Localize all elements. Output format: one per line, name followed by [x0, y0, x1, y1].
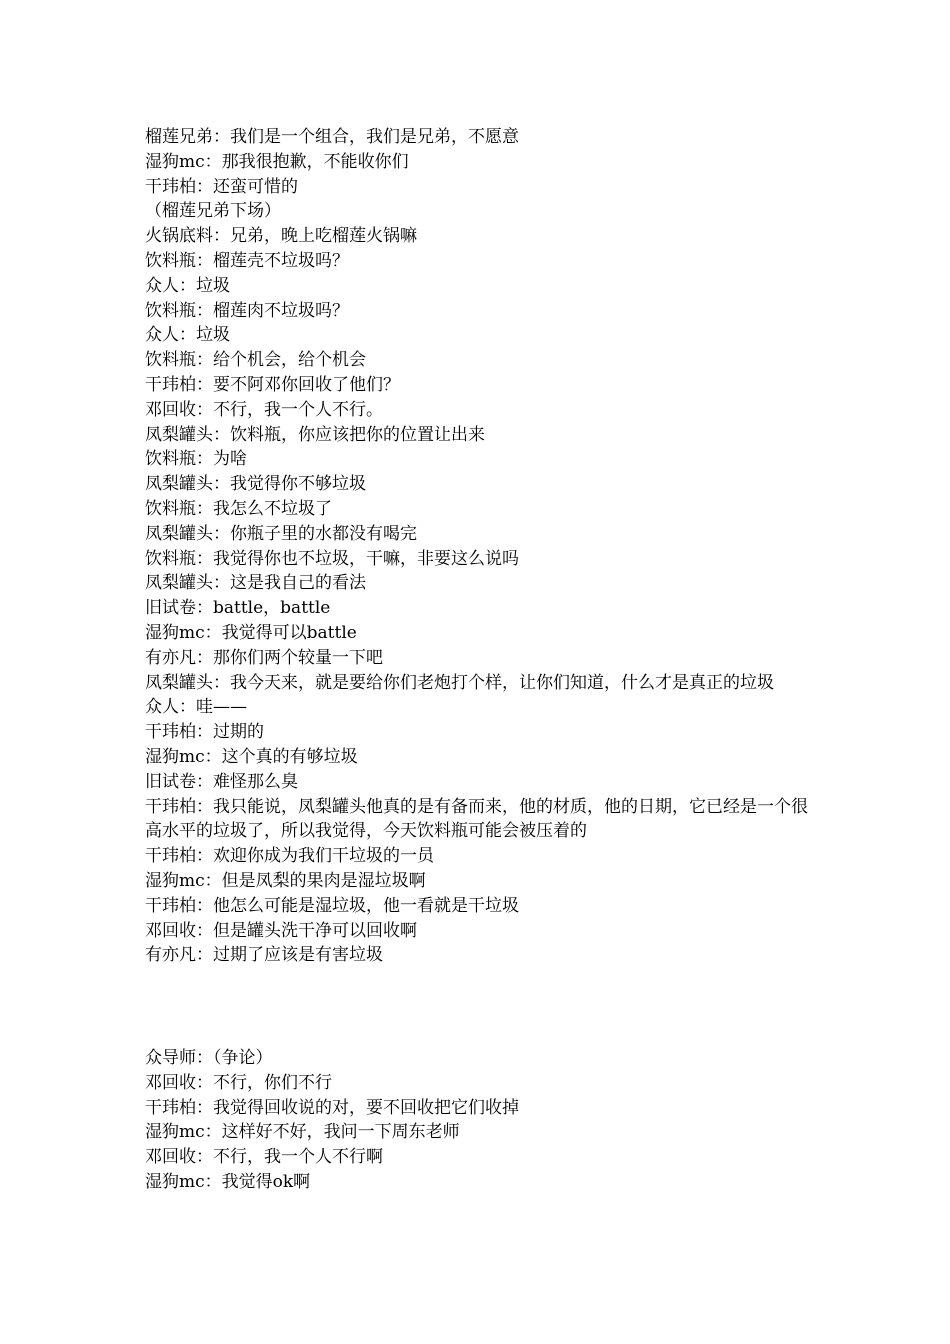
dialogue-line: 干玮柏：还蛮可惜的: [145, 176, 298, 197]
dialogue-line: 湿狗mc：但是凤梨的果肉是湿垃圾啊: [145, 870, 426, 891]
dialogue-line: 榴莲兄弟：我们是一个组合，我们是兄弟，不愿意: [145, 127, 519, 147]
dialogue-line: 饮料瓶：榴莲肉不垃圾吗？: [145, 300, 349, 321]
dialogue-line: 干玮柏：欢迎你成为我们干垃圾的一员: [145, 846, 434, 867]
dialogue-line: 湿狗mc：这个真的有够垃圾: [145, 746, 358, 767]
dialogue-line: 干玮柏：要不阿邓你回收了他们？: [145, 374, 400, 395]
dialogue-line: 火锅底料：兄弟，晚上吃榴莲火锅嘛: [145, 226, 417, 247]
dialogue-line: 凤梨罐头：我今天来，就是要给你们老炮打个样，让你们知道，什么才是真正的垃圾: [145, 672, 774, 693]
dialogue-line: 饮料瓶：榴莲壳不垃圾吗？: [145, 250, 349, 271]
dialogue-line: 湿狗mc：我觉得ok啊: [145, 1171, 311, 1192]
dialogue-line: 凤梨罐头：饮料瓶，你应该把你的位置让出来: [145, 424, 485, 445]
dialogue-line: 湿狗mc：我觉得可以battle: [145, 622, 357, 643]
dialogue-line: 有亦凡：那你们两个较量一下吧: [145, 647, 383, 668]
dialogue-line: 湿狗mc：那我很抱歉，不能收你们: [145, 151, 409, 172]
dialogue-line: 干玮柏：他怎么可能是湿垃圾，他一看就是干垃圾: [145, 895, 519, 916]
dialogue-line: 众导师：（争论）: [145, 1048, 273, 1068]
dialogue-line: 饮料瓶：为啥: [145, 449, 247, 470]
dialogue-line: 饮料瓶：我觉得你也不垃圾，干嘛，非要这么说吗: [145, 548, 519, 569]
dialogue-line: 饮料瓶：我怎么不垃圾了: [145, 498, 332, 519]
dialogue-line: 邓回收：但是罐头洗干净可以回收啊: [145, 920, 417, 941]
dialogue-line: 饮料瓶：给个机会，给个机会: [145, 350, 366, 371]
dialogue-line: 旧试卷：battle，battle: [145, 598, 331, 619]
dialogue-line: 有亦凡：过期了应该是有害垃圾: [145, 945, 383, 966]
dialogue-block-main: [145, 125, 815, 968]
dialogue-line: 凤梨罐头：我觉得你不够垃圾: [145, 474, 366, 495]
dialogue-line: 邓回收：不行，你们不行: [145, 1072, 332, 1093]
dialogue-block-secondary: [145, 1046, 815, 1195]
stage-direction: （榴莲兄弟下场）: [145, 201, 281, 222]
dialogue-line: 众人：垃圾: [145, 325, 230, 346]
dialogue-line: 众人：垃圾: [145, 275, 230, 296]
dialogue-line: 凤梨罐头：这是我自己的看法: [145, 573, 366, 594]
dialogue-line: 凤梨罐头：你瓶子里的水都没有喝完: [145, 523, 417, 544]
dialogue-line: 干玮柏：我只能说，凤梨罐头他真的是有备而来，他的材质，他的日期，它已经是一个很高水平的垃圾了，所以我觉得，今天饮料瓶可能会被压着的: [145, 796, 808, 842]
dialogue-line: 邓回收：不行，我一个人不行。: [145, 399, 383, 420]
dialogue-line: 旧试卷：难怪那么臭: [145, 771, 298, 792]
dialogue-line: 邓回收：不行，我一个人不行啊: [145, 1147, 383, 1168]
dialogue-line: 众人：哇——: [145, 697, 247, 718]
dialogue-line: 湿狗mc：这样好不好，我问一下周东老师: [145, 1122, 460, 1143]
dialogue-line: 干玮柏：我觉得回收说的对，要不回收把它们收掉: [145, 1097, 519, 1118]
dialogue-line: 干玮柏：过期的: [145, 722, 264, 743]
